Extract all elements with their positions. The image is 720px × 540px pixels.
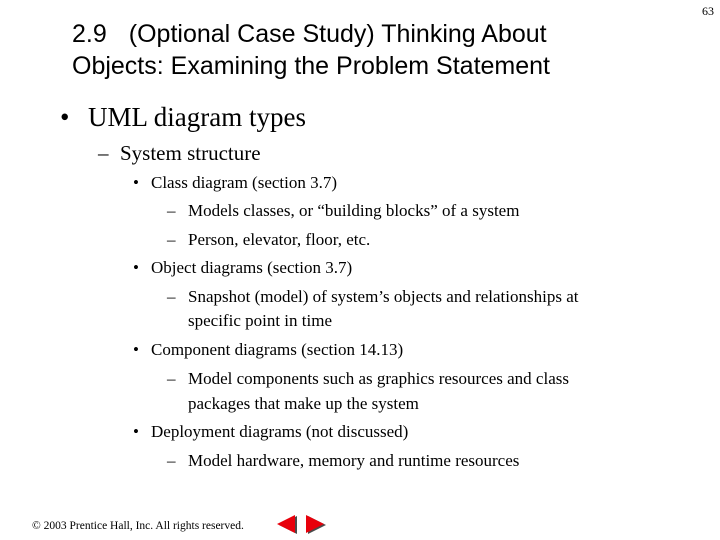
previous-slide-button[interactable] [276,514,302,536]
title-line-1 [72,18,672,50]
bullet-dash: – [167,230,176,249]
bullet-dash: – [98,141,109,165]
bullet-dot: • [133,258,139,277]
title-line-2: Objects: Examining the Problem Statement [72,52,551,80]
bullet-text: System structure [120,141,261,165]
slide-title [72,18,672,82]
bullet-text: Component diagrams (section 14.13) [151,340,404,359]
bullet-dot: • [133,422,139,441]
bullet-dot: • [133,340,139,359]
bullet-text: Models classes, or “building blocks” of a system [188,201,520,220]
bullet-text: Object diagrams (section 3.7) [151,258,353,277]
next-slide-button[interactable] [305,514,331,536]
bullet-dash: – [167,451,176,470]
section-number: 2.9 [72,20,107,48]
copyright-text: 2003 Prentice Hall, Inc. All rights reserved. [43,520,244,532]
title-text-1: (Optional Case Study) Thinking About [128,20,547,48]
bullet-dash: – [167,287,176,306]
bullet-text: Snapshot (model) of system’s objects and relationships at [188,287,579,306]
bullet-dash: – [167,201,176,220]
copyright-symbol: © [32,520,41,532]
slide-number: 63 [702,4,714,18]
bullet-dash: – [167,369,176,388]
bullet-text: UML diagram types [88,102,306,132]
bullet-dot: • [133,173,139,192]
bullet-continuation: packages that make up the system [188,394,419,413]
bullet-text: Model hardware, memory and runtime resources [188,451,520,470]
bullet-text: Person, elevator, floor, etc. [188,230,371,249]
left-arrow-icon [277,515,295,533]
bullet-text: Deployment diagrams (not discussed) [151,422,409,441]
bullet-continuation: specific point in time [188,311,332,330]
bullet-text: Model components such as graphics resources and class [188,369,569,388]
bullet-text: Class diagram (section 3.7) [151,173,338,192]
copyright-footer [32,520,244,532]
bullet-dot: • [60,102,70,132]
